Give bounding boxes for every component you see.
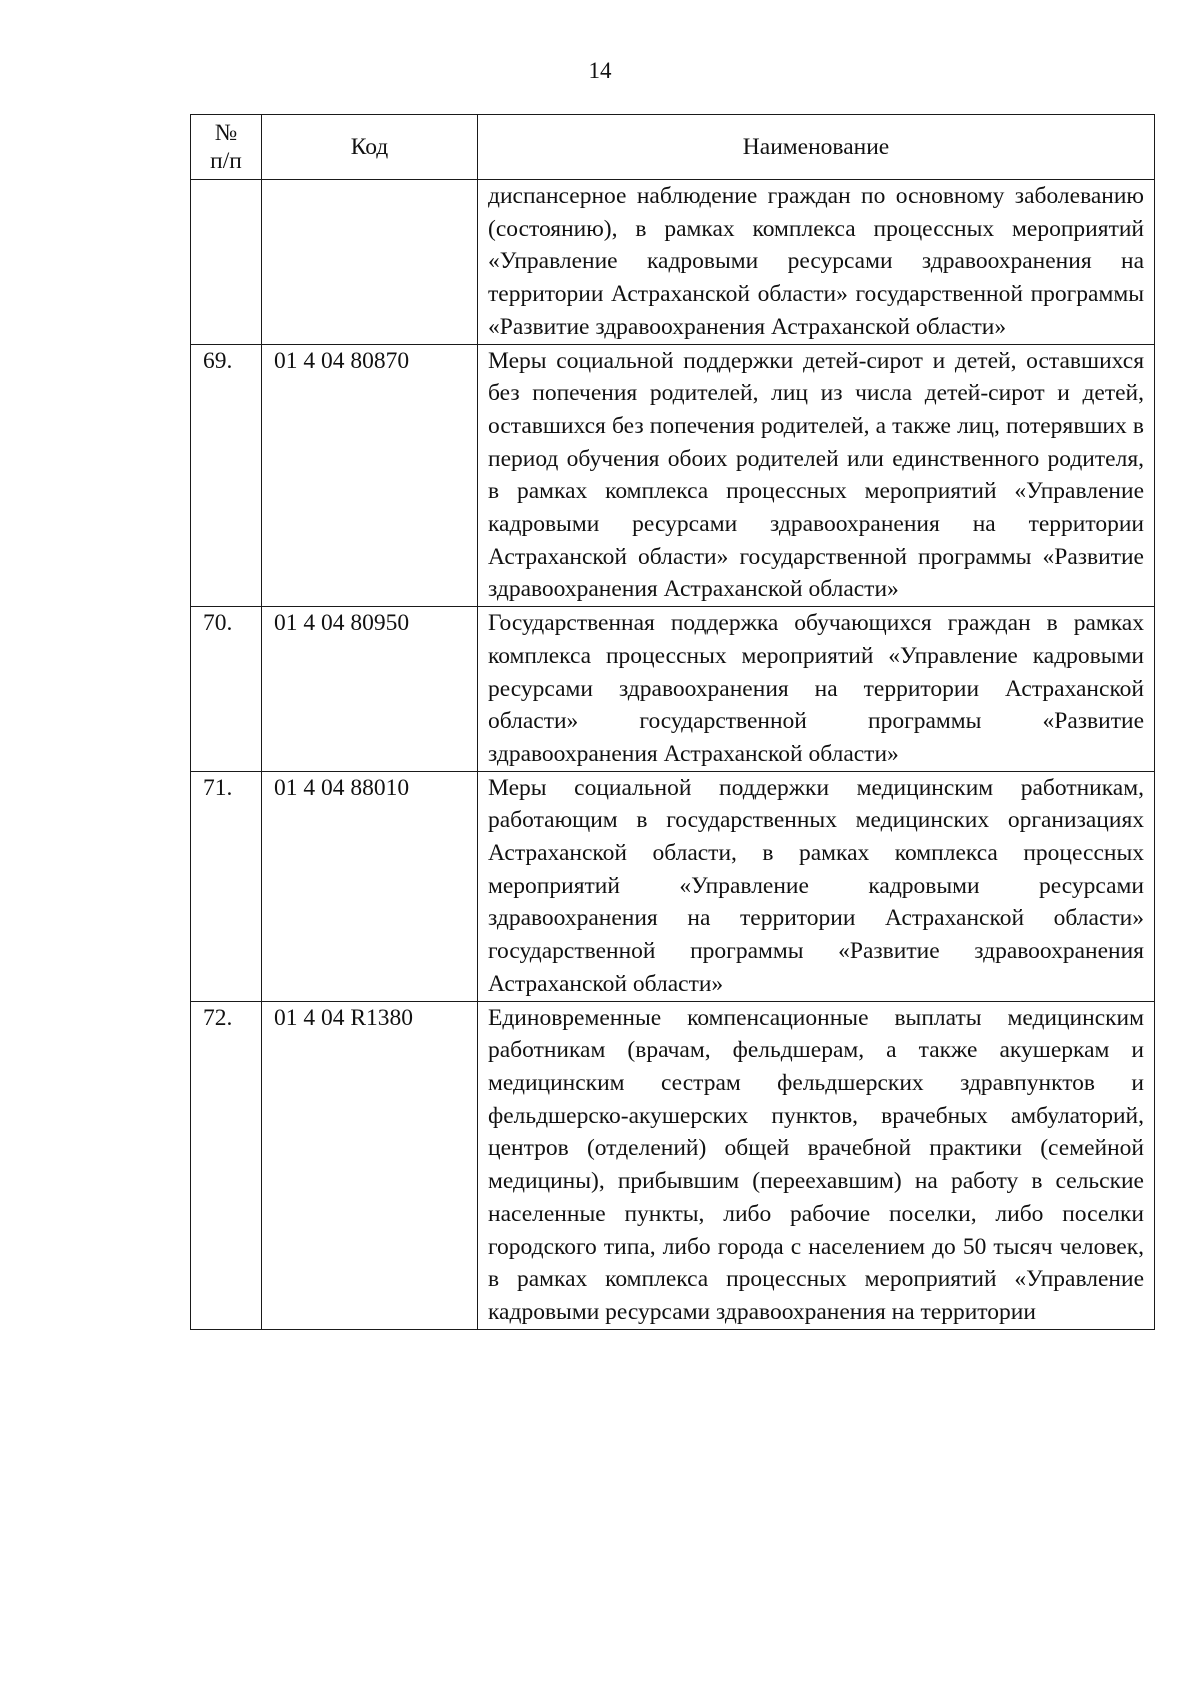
header-number-symbol: № (214, 120, 238, 146)
row-code: 01 4 04 80950 (262, 607, 478, 772)
row-name: диспансерное наблюдение граждан по основному заболеванию (состоянию), в рамках комплекса процессных мероприятий «Управление кадровыми ресурсами здравоохранения на территории Астраханской области» государственной программы «Развитие здравоохранения Астраханской области» (478, 180, 1155, 345)
row-name: Меры социальной поддержки детей-сирот и детей, оставшихся без попечения родителей, лиц из числа детей-сирот и детей, оставшихся без попечения родителей, а также лиц, потерявших в период обучения обоих родителей или единственного родителя, в рамках комплекса процессных мероприятий «Управление кадровыми ресурсами здравоохранения на территории Астраханской области» государственной программы «Развитие здравоохранения Астраханской области» (478, 344, 1155, 607)
table-header (191, 115, 1155, 180)
row-name: Государственная поддержка обучающихся граждан в рамках комплекса процессных мероприятий «Управление кадровыми ресурсами здравоохранения на территории Астраханской области» государственной программы «Развитие здравоохранения Астраханской области» (478, 607, 1155, 772)
header-number-abbrev: п/п (210, 148, 242, 174)
row-number: 69. (191, 344, 262, 607)
table-body (191, 180, 1155, 1330)
header-name: Наименование (478, 115, 1155, 180)
row-code (262, 180, 478, 345)
row-code: 01 4 04 88010 (262, 771, 478, 1001)
row-name: Меры социальной поддержки медицинским работникам, работающим в государственных медицинских организациях Астраханской области, в рамках комплекса процессных мероприятий «Управление кадровыми ресурсами здравоохранения на территории Астраханской области» государственной программы «Развитие здравоохранения Астраханской области» (478, 771, 1155, 1001)
row-name: Единовременные компенсационные выплаты медицинским работникам (врачам, фельдшерам, а также акушеркам и медицинским сестрам фельдшерских здравпунктов и фельдшерско-акушерских пунктов, врачебных амбулаторий, центров (отделений) общей врачебной практики (семейной медицины), прибывшим (переехавшим) на работу в сельские населенные пункты, либо рабочие поселки, либо поселки городского типа, либо города с населением до 50 тысяч человек, в рамках комплекса процессных мероприятий «Управление кадровыми ресурсами здравоохранения на территории (478, 1001, 1155, 1329)
budget-classification-table (190, 114, 1155, 1330)
row-code: 01 4 04 R1380 (262, 1001, 478, 1329)
page-number: 14 (588, 58, 612, 83)
row-number: 70. (191, 607, 262, 772)
row-code: 01 4 04 80870 (262, 344, 478, 607)
table-row (191, 344, 1155, 607)
table-row (191, 1001, 1155, 1329)
row-number (191, 180, 262, 345)
row-number: 71. (191, 771, 262, 1001)
table-row (191, 180, 1155, 345)
header-number (191, 115, 262, 180)
header-row (191, 115, 1155, 180)
row-number: 72. (191, 1001, 262, 1329)
header-code: Код (262, 115, 478, 180)
table-row (191, 607, 1155, 772)
table-row (191, 771, 1155, 1001)
